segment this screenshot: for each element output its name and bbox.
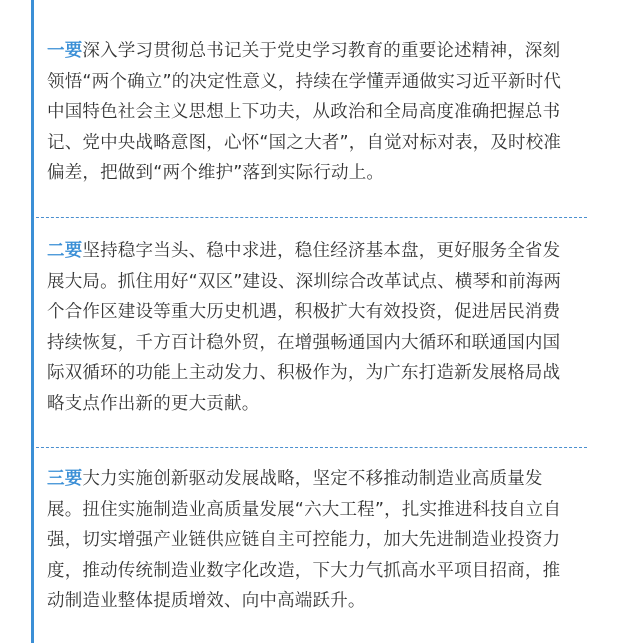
section-2-text: 坚持稳字当头、稳中求进，稳住经济基本盘，更好服务全省发展大局。抓住用好“双区”建设、深圳综合改革试点、横琴和前海两个合作区建设等重大历史机遇，积极扩大有效投资，促进居民消费持续恢复，千方百计稳外贸，在增强畅通国内大循环和联通国内国际双循环的功能上主动发力、积极作为，为广东打造新发展格局战略支点作出新的更大贡献。 xyxy=(47,241,562,414)
section-2-lead: 二要 xyxy=(47,241,83,261)
section-1-paragraph xyxy=(47,36,569,189)
section-1 xyxy=(31,0,587,218)
section-3-text: 大力实施创新驱动发展战略，坚定不移推动制造业高质量发展。扭住实施制造业高质量发展“六大工程”，扎实推进科技自立自强，切实增强产业链供应链自主可控能力，加大先进制造业投资力度，推动传统制造业数字化改造，下大力气抓高水平项目招商，推动制造业整体提质增效、向中高端跃升。 xyxy=(47,469,562,611)
section-1-text: 深入学习贯彻总书记关于党史学习教育的重要论述精神，深刻领悟“两个确立”的决定性意义，持续在学懂弄通做实习近平新时代中国特色社会主义思想上下功夫，从政治和全局高度准确把握总书记、党中央战略意图，心怀“国之大者”，自觉对标对表，及时校准偏差，把做到“两个维护”落到实际行动上。 xyxy=(47,41,562,183)
section-3-lead: 三要 xyxy=(47,469,83,489)
section-3 xyxy=(31,448,587,643)
section-2 xyxy=(31,218,587,448)
section-1-lead: 一要 xyxy=(47,41,83,61)
section-2-paragraph xyxy=(47,236,569,419)
section-3-paragraph xyxy=(47,464,569,617)
